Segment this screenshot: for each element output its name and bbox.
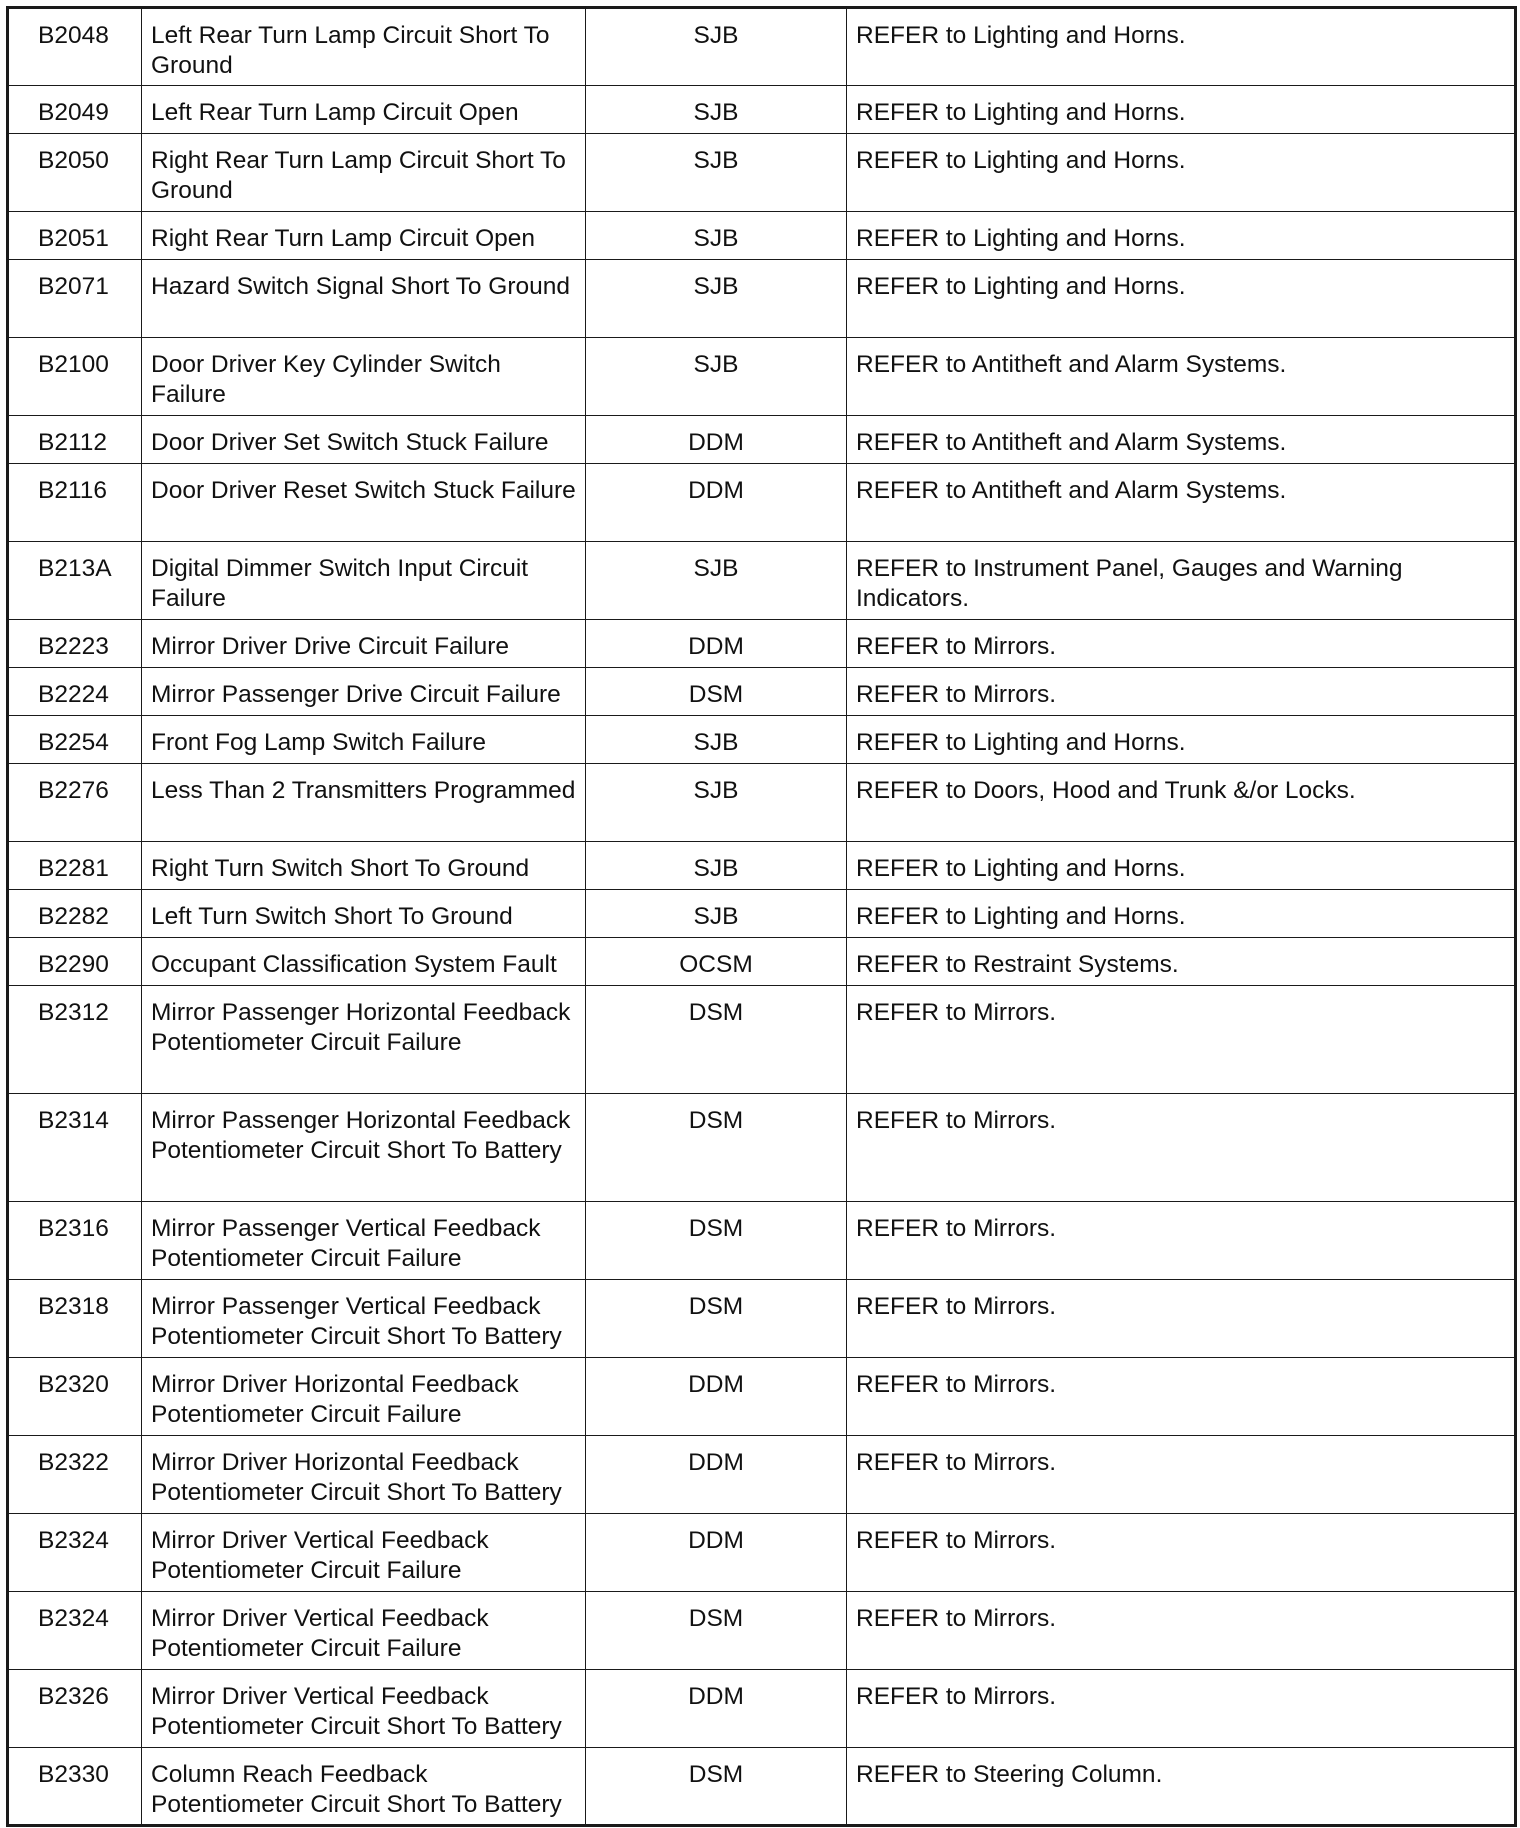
dtc-code: B2112 <box>8 416 142 464</box>
table-row <box>8 890 1516 938</box>
dtc-description: Left Turn Switch Short To Ground <box>142 890 586 938</box>
dtc-module: DDM <box>586 1436 847 1514</box>
dtc-action: REFER to Restraint Systems. <box>847 938 1516 986</box>
dtc-action: REFER to Mirrors. <box>847 1592 1516 1670</box>
table-row <box>8 260 1516 338</box>
dtc-module: DSM <box>586 986 847 1094</box>
dtc-description: Occupant Classification System Fault <box>142 938 586 986</box>
dtc-code: B2254 <box>8 716 142 764</box>
table-row <box>8 668 1516 716</box>
dtc-action: REFER to Lighting and Horns. <box>847 212 1516 260</box>
dtc-action: REFER to Mirrors. <box>847 986 1516 1094</box>
dtc-code: B2281 <box>8 842 142 890</box>
dtc-code: B2050 <box>8 134 142 212</box>
dtc-description: Mirror Driver Vertical Feedback Potentiometer Circuit Short To Battery <box>142 1670 586 1748</box>
dtc-action: REFER to Lighting and Horns. <box>847 716 1516 764</box>
dtc-code: B2330 <box>8 1748 142 1826</box>
dtc-table <box>6 6 1517 1827</box>
table-row <box>8 842 1516 890</box>
table-row <box>8 716 1516 764</box>
dtc-description: Mirror Driver Horizontal Feedback Potentiometer Circuit Short To Battery <box>142 1436 586 1514</box>
dtc-module: SJB <box>586 338 847 416</box>
dtc-action: REFER to Mirrors. <box>847 1202 1516 1280</box>
table-row <box>8 1094 1516 1202</box>
dtc-action: REFER to Antitheft and Alarm Systems. <box>847 338 1516 416</box>
table-row <box>8 542 1516 620</box>
dtc-code: B2276 <box>8 764 142 842</box>
dtc-code: B2316 <box>8 1202 142 1280</box>
dtc-code: B2290 <box>8 938 142 986</box>
dtc-description: Hazard Switch Signal Short To Ground <box>142 260 586 338</box>
dtc-description: Digital Dimmer Switch Input Circuit Failure <box>142 542 586 620</box>
dtc-code: B2224 <box>8 668 142 716</box>
table-row <box>8 1748 1516 1826</box>
dtc-description: Mirror Driver Horizontal Feedback Potentiometer Circuit Failure <box>142 1358 586 1436</box>
table-row <box>8 1436 1516 1514</box>
dtc-code: B2282 <box>8 890 142 938</box>
table-row <box>8 86 1516 134</box>
table-row <box>8 1358 1516 1436</box>
dtc-module: SJB <box>586 842 847 890</box>
table-row <box>8 1670 1516 1748</box>
table-row <box>8 1202 1516 1280</box>
dtc-action: REFER to Steering Column. <box>847 1748 1516 1826</box>
dtc-action: REFER to Lighting and Horns. <box>847 8 1516 86</box>
dtc-description: Mirror Passenger Drive Circuit Failure <box>142 668 586 716</box>
dtc-module: DSM <box>586 1094 847 1202</box>
dtc-module: DSM <box>586 1748 847 1826</box>
dtc-module: DSM <box>586 1202 847 1280</box>
dtc-action: REFER to Lighting and Horns. <box>847 86 1516 134</box>
dtc-module: DDM <box>586 1358 847 1436</box>
dtc-code: B2048 <box>8 8 142 86</box>
dtc-code: B2318 <box>8 1280 142 1358</box>
dtc-module: SJB <box>586 260 847 338</box>
dtc-description: Front Fog Lamp Switch Failure <box>142 716 586 764</box>
dtc-description: Left Rear Turn Lamp Circuit Short To Ground <box>142 8 586 86</box>
dtc-description: Door Driver Reset Switch Stuck Failure <box>142 464 586 542</box>
dtc-code: B213A <box>8 542 142 620</box>
dtc-description: Mirror Driver Vertical Feedback Potentiometer Circuit Failure <box>142 1514 586 1592</box>
dtc-code: B2314 <box>8 1094 142 1202</box>
dtc-code: B2049 <box>8 86 142 134</box>
dtc-action: REFER to Doors, Hood and Trunk &/or Locks. <box>847 764 1516 842</box>
dtc-table-body <box>8 8 1516 1826</box>
dtc-action: REFER to Antitheft and Alarm Systems. <box>847 464 1516 542</box>
dtc-description: Right Turn Switch Short To Ground <box>142 842 586 890</box>
dtc-action: REFER to Lighting and Horns. <box>847 842 1516 890</box>
dtc-action: REFER to Mirrors. <box>847 620 1516 668</box>
dtc-description: Less Than 2 Transmitters Programmed <box>142 764 586 842</box>
dtc-module: SJB <box>586 86 847 134</box>
dtc-description: Mirror Passenger Horizontal Feedback Potentiometer Circuit Short To Battery <box>142 1094 586 1202</box>
dtc-code: B2100 <box>8 338 142 416</box>
dtc-description: Right Rear Turn Lamp Circuit Short To Ground <box>142 134 586 212</box>
dtc-module: OCSM <box>586 938 847 986</box>
dtc-module: DDM <box>586 464 847 542</box>
dtc-module: DDM <box>586 1670 847 1748</box>
dtc-action: REFER to Instrument Panel, Gauges and Warning Indicators. <box>847 542 1516 620</box>
dtc-description: Mirror Passenger Horizontal Feedback Potentiometer Circuit Failure <box>142 986 586 1094</box>
table-row <box>8 764 1516 842</box>
dtc-action: REFER to Lighting and Horns. <box>847 890 1516 938</box>
table-row <box>8 1592 1516 1670</box>
table-row <box>8 1280 1516 1358</box>
dtc-module: DSM <box>586 1592 847 1670</box>
table-row <box>8 938 1516 986</box>
table-row <box>8 134 1516 212</box>
table-row <box>8 212 1516 260</box>
dtc-module: SJB <box>586 716 847 764</box>
dtc-code: B2116 <box>8 464 142 542</box>
dtc-code: B2324 <box>8 1514 142 1592</box>
dtc-code: B2326 <box>8 1670 142 1748</box>
dtc-code: B2051 <box>8 212 142 260</box>
dtc-module: SJB <box>586 8 847 86</box>
dtc-module: SJB <box>586 890 847 938</box>
dtc-description: Left Rear Turn Lamp Circuit Open <box>142 86 586 134</box>
dtc-code: B2312 <box>8 986 142 1094</box>
dtc-module: SJB <box>586 764 847 842</box>
dtc-code: B2324 <box>8 1592 142 1670</box>
dtc-description: Mirror Passenger Vertical Feedback Potentiometer Circuit Short To Battery <box>142 1280 586 1358</box>
table-row <box>8 986 1516 1094</box>
dtc-description: Column Reach Feedback Potentiometer Circuit Short To Battery <box>142 1748 586 1826</box>
dtc-action: REFER to Mirrors. <box>847 1514 1516 1592</box>
dtc-module: SJB <box>586 212 847 260</box>
dtc-action: REFER to Mirrors. <box>847 1358 1516 1436</box>
dtc-module: DDM <box>586 620 847 668</box>
dtc-action: REFER to Mirrors. <box>847 1094 1516 1202</box>
table-row <box>8 464 1516 542</box>
dtc-code: B2320 <box>8 1358 142 1436</box>
dtc-description: Right Rear Turn Lamp Circuit Open <box>142 212 586 260</box>
table-row <box>8 620 1516 668</box>
dtc-action: REFER to Mirrors. <box>847 1670 1516 1748</box>
dtc-description: Door Driver Key Cylinder Switch Failure <box>142 338 586 416</box>
dtc-code: B2322 <box>8 1436 142 1514</box>
dtc-module: DDM <box>586 1514 847 1592</box>
dtc-code: B2071 <box>8 260 142 338</box>
dtc-action: REFER to Mirrors. <box>847 668 1516 716</box>
dtc-module: SJB <box>586 134 847 212</box>
dtc-action: REFER to Lighting and Horns. <box>847 134 1516 212</box>
dtc-description: Door Driver Set Switch Stuck Failure <box>142 416 586 464</box>
dtc-module: DSM <box>586 668 847 716</box>
dtc-description: Mirror Passenger Vertical Feedback Potentiometer Circuit Failure <box>142 1202 586 1280</box>
dtc-action: REFER to Mirrors. <box>847 1436 1516 1514</box>
table-row <box>8 8 1516 86</box>
dtc-module: SJB <box>586 542 847 620</box>
dtc-action: REFER to Lighting and Horns. <box>847 260 1516 338</box>
table-row <box>8 338 1516 416</box>
dtc-action: REFER to Antitheft and Alarm Systems. <box>847 416 1516 464</box>
table-row <box>8 416 1516 464</box>
dtc-action: REFER to Mirrors. <box>847 1280 1516 1358</box>
dtc-code: B2223 <box>8 620 142 668</box>
dtc-description: Mirror Driver Drive Circuit Failure <box>142 620 586 668</box>
dtc-module: DSM <box>586 1280 847 1358</box>
dtc-module: DDM <box>586 416 847 464</box>
table-row <box>8 1514 1516 1592</box>
dtc-description: Mirror Driver Vertical Feedback Potentiometer Circuit Failure <box>142 1592 586 1670</box>
